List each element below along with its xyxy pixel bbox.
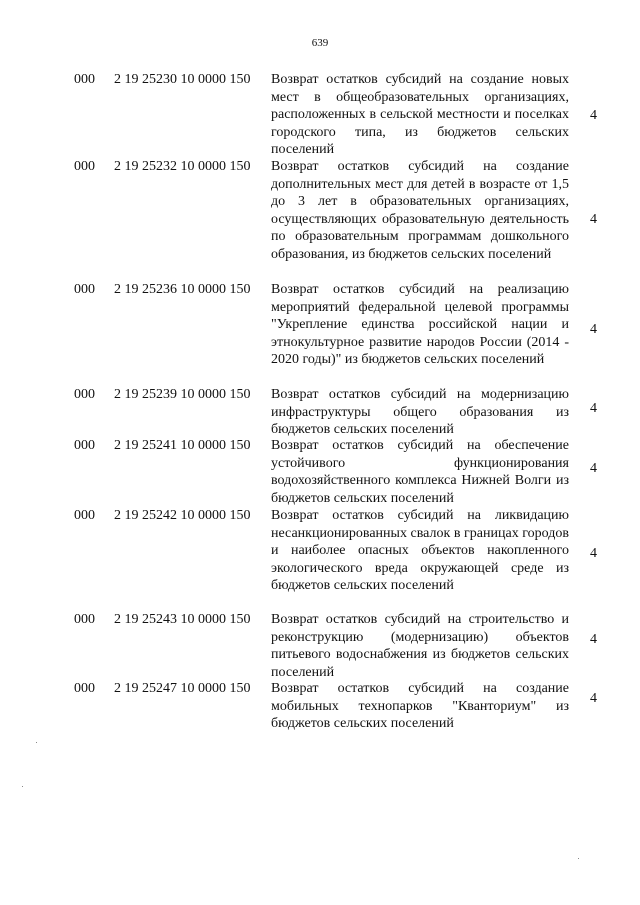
admin-code: 000 xyxy=(74,681,95,696)
value-cell: 4 xyxy=(590,691,597,706)
budget-classification-code: 2 19 25243 10 0000 150 xyxy=(114,612,251,627)
budget-classification-code: 2 19 25230 10 0000 150 xyxy=(114,72,251,87)
budget-classification-code: 2 19 25241 10 0000 150 xyxy=(114,438,251,453)
admin-code: 000 xyxy=(74,508,95,523)
scan-speck xyxy=(22,786,23,787)
budget-classification-code: 2 19 25236 10 0000 150 xyxy=(114,282,251,297)
income-description: Возврат остатков субсидий на обеспечение устойчивого функционирования водохозяйственного комплекса Нижней Волги из бюджетов сельских поселений xyxy=(271,438,569,506)
scan-speck xyxy=(36,742,37,743)
income-description: Возврат остатков субсидий на строительство и реконструкцию (модернизацию) объектов питьевого водоснабжения из бюджетов сельских поселений xyxy=(271,612,569,680)
income-description: Возврат остатков субсидий на ликвидацию несанкционированных свалок в границах городов и наиболее опасных объектов накопленного экологического вреда окружающей среде из бюджетов сельских поселений xyxy=(271,508,569,593)
budget-classification-code: 2 19 25232 10 0000 150 xyxy=(114,159,251,174)
value-cell: 4 xyxy=(590,212,597,227)
budget-classification-code: 2 19 25242 10 0000 150 xyxy=(114,508,251,523)
budget-classification-code: 2 19 25247 10 0000 150 xyxy=(114,681,251,696)
page-number: 639 xyxy=(311,37,329,49)
income-description: Возврат остатков субсидий на создание дополнительных мест для детей в возрасте от 1,5 до 3 лет в образовательных организациях, осуществляющих образовательную деятельность по образовательным программам дошкольного образования, из бюджетов сельских поселений xyxy=(271,159,569,262)
income-description: Возврат остатков субсидий на создание мобильных технопарков "Кванториум" из бюджетов сельских поселений xyxy=(271,681,569,731)
value-cell: 4 xyxy=(590,461,597,476)
value-cell: 4 xyxy=(590,108,597,123)
admin-code: 000 xyxy=(74,387,95,402)
value-cell: 4 xyxy=(590,546,597,561)
admin-code: 000 xyxy=(74,612,95,627)
income-description: Возврат остатков субсидий на модернизацию инфраструктуры общего образования из бюджетов сельских поселений xyxy=(271,387,569,437)
income-description: Возврат остатков субсидий на реализацию мероприятий федеральной целевой программы "Укрепление единства российской нации и этнокультурное развитие народов России (2014 - 2020 годы)" из бюджетов сельских поселений xyxy=(271,282,569,367)
admin-code: 000 xyxy=(74,159,95,174)
budget-classification-code: 2 19 25239 10 0000 150 xyxy=(114,387,251,402)
scan-speck xyxy=(578,858,579,859)
admin-code: 000 xyxy=(74,282,95,297)
value-cell: 4 xyxy=(590,401,597,416)
value-cell: 4 xyxy=(590,322,597,337)
admin-code: 000 xyxy=(74,438,95,453)
value-cell: 4 xyxy=(590,632,597,647)
income-description: Возврат остатков субсидий на создание новых мест в общеобразовательных организациях, расположенных в сельской местности и поселках городского типа, из бюджетов сельских поселений xyxy=(271,72,569,157)
admin-code: 000 xyxy=(74,72,95,87)
